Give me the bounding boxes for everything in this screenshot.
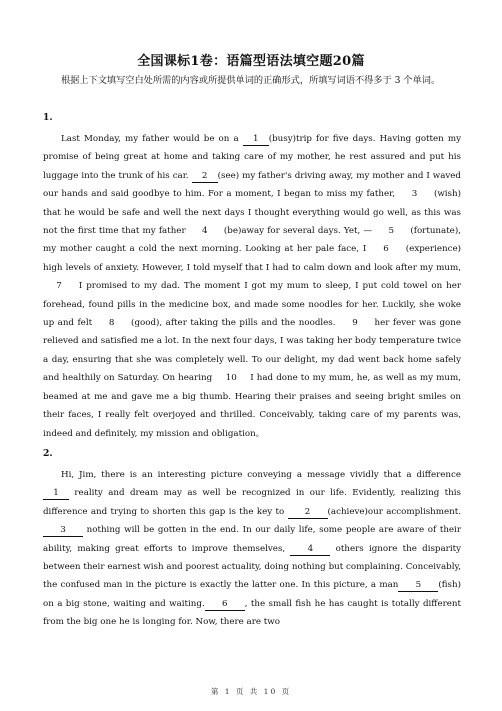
instruction-text: 根据上下文填写空白处所需的内容或所提供单词的正确形式，所填写词语不得多于 3 个单词。	[61, 75, 441, 86]
passage-text: her fever was gone relieved and satisfied me a lot. In the next four days, I was taking her body temperature twice a day, ensuring that she was completely well. To our delight, my dad went back home safely and healthily on Saturday. On hearing	[43, 318, 461, 384]
blank-5: 5	[398, 580, 438, 592]
passage-text: (see) my father's driving away, my mother and I waved our hands and said goodbye to him. For a moment, I began to miss my father,	[43, 170, 461, 200]
page-footer: 第 1 页 共 10 页	[210, 687, 292, 696]
blank-3: 3	[411, 189, 418, 200]
passage-text: (experience) high levels of anxiety. However, I told myself that I had to calm down and look after my mum,	[43, 244, 461, 273]
passage-text: (busy)trip for five days. Having gotten my promise of being great at home and taking care of my mother, he rest assured and put his luggage into the trunk of his car.	[43, 134, 461, 181]
passage-text: I promised to my dad. The moment I got my mum to sleep, I put cold towel on her forehead, found pills in the medicine box, and made some noodles for her. Luckily, she woke up and felt	[43, 281, 461, 329]
blank-6: 6	[205, 599, 245, 611]
passage-2	[43, 466, 461, 632]
blank-1: 1	[43, 488, 69, 500]
passage-text: nothing will be gotten in the end. In our daily life, some people are aware of their ability, making great efforts to improve themselves,	[43, 525, 461, 554]
blank-2: 2	[192, 171, 218, 183]
blank-7: 7	[56, 281, 62, 292]
passage-text: I had done to my mum, he, as well as my mum, beamed at me and gave me a big thumb. Hearing their praises and seeing bright smiles on their faces, I really felt overjoyed and thrilled. Conceivably, taking care of my parents was, indeed and definitely, my mission and obligation。	[43, 373, 461, 439]
section-number-2: 2.	[43, 448, 53, 459]
blank-9: 9	[352, 318, 358, 329]
passage-text: (good), after taking the pills and the noodles.	[127, 318, 340, 329]
passage-text: Last Monday, my father would be on a	[61, 134, 243, 144]
blank-8: 8	[108, 318, 115, 329]
passage-text: (wish) that he would be safe and well the next days I thought everything would go well, as this was not the first time that my father	[43, 189, 461, 237]
passage-text: (fortunate), my mother caught a cold the next morning. Looking at her pale face, I	[43, 226, 461, 255]
passage-text: reality and dream may as well be recognized in our life. Evidently, realizing this difference and trying to shorten this gap is the key to	[43, 488, 461, 517]
blank-3: 3	[43, 525, 83, 537]
blank-4: 4	[201, 226, 208, 237]
passage-text: (fish) on a big stone, waiting and waiting.	[43, 580, 461, 609]
passage-text: Hi, Jim, there is an interesting picture conveying a message vividly that a difference	[61, 470, 461, 480]
blank-1: 1	[243, 134, 269, 146]
blank-6: 6	[383, 244, 389, 255]
blank-5: 5	[388, 226, 394, 237]
blank-10: 10	[225, 373, 237, 384]
section-number-1: 1.	[43, 112, 53, 123]
blank-4: 4	[290, 544, 330, 556]
passage-1	[43, 130, 461, 443]
passage-text: , the small fish he has caught is totally different from the big one he is longing for. Now, there are two	[43, 598, 461, 628]
passage-text: (be)away for several days. Yet, —	[220, 226, 376, 237]
blank-2: 2	[288, 507, 328, 519]
passage-text: (achieve)our accomplishment.	[327, 506, 462, 517]
passage-text: others ignore the disparity between their earnest wish and poorest actuality, doing nothing but complaining. Conceivably, the confused man in the picture is exactly the latter one. In this picture, a man	[43, 543, 461, 591]
page-title: 全国课标1卷：语篇型语法填空题20篇	[137, 54, 365, 69]
